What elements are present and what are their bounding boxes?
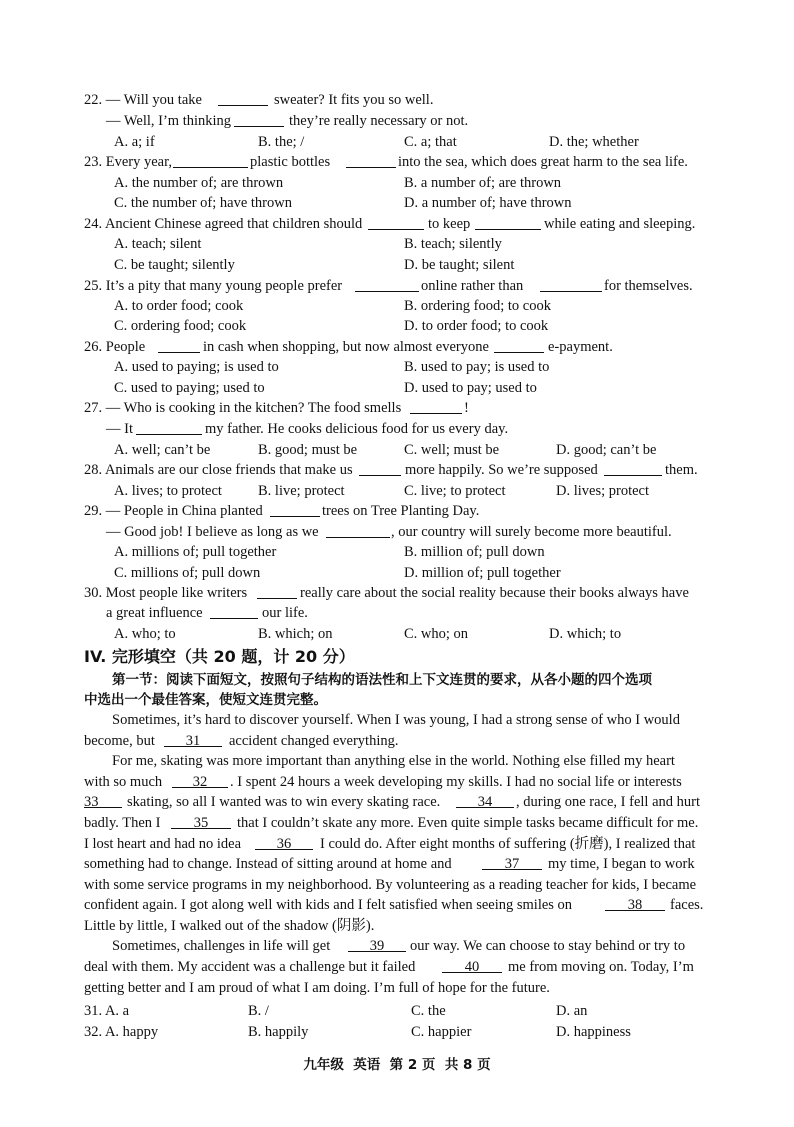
q30-text-b: really care about the social reality because their books always have [300, 585, 689, 601]
q32-options [0, 1022, 794, 1043]
q26-option-d[interactable]: D. used to pay; used to [404, 380, 537, 396]
q29-blank-2[interactable] [326, 522, 390, 538]
q26-option-b[interactable]: B. used to pay; is used to [404, 359, 550, 375]
q29-option-c[interactable]: C. millions of; pull down [114, 565, 261, 581]
q24-text-b: to keep [428, 216, 471, 232]
passage-line [0, 854, 794, 875]
q30-text-c: a great influence [106, 605, 203, 621]
passage-text: I lost heart and had no idea [84, 836, 242, 852]
q23-options-2 [0, 193, 794, 214]
q25-options-2 [0, 316, 794, 337]
q30-blank-2[interactable] [210, 603, 258, 619]
q24-options-2 [0, 255, 794, 276]
q30-options [0, 624, 794, 645]
q24-blank-1[interactable] [368, 214, 424, 230]
q31-options [0, 1001, 794, 1022]
blank-36[interactable]: 36 [255, 834, 313, 850]
q22-stem-2 [0, 111, 794, 132]
blank-40[interactable]: 40 [442, 957, 502, 973]
q28-option-d[interactable]: D. lives; protect [556, 483, 650, 499]
passage-line [0, 710, 794, 731]
q29-option-b[interactable]: B. million of; pull down [404, 544, 545, 560]
passage-text: getting better and I am proud of what I am doing. I’m full of hope for the future. [84, 980, 550, 996]
passage-text: , during one race, I fell and hurt [516, 794, 700, 810]
q23-options-1 [0, 173, 794, 194]
q30-text-d: our life. [262, 605, 308, 621]
passage-line [0, 731, 794, 752]
passage-text: . I spent 24 hours a week developing my skills. I had no social life or interests [230, 774, 682, 790]
q28-option-c[interactable]: C. live; to protect [404, 483, 506, 499]
q25-option-a[interactable]: A. to order food; cook [114, 298, 244, 314]
q25-option-d[interactable]: D. to order food; to cook [404, 318, 549, 334]
blank-37[interactable]: 37 [482, 854, 542, 870]
q30-stem [0, 583, 794, 604]
q32-option-b[interactable]: B. happily [248, 1024, 309, 1040]
q29-text-b: trees on Tree Planting Day. [322, 503, 480, 519]
q23-blank-2[interactable] [346, 152, 396, 168]
blank-33[interactable]: 33 [84, 792, 122, 808]
q29-options-2 [0, 563, 794, 584]
q29-option-a[interactable]: A. millions of; pull together [114, 544, 277, 560]
q28-blank-2[interactable] [604, 460, 662, 476]
passage-text: I could do. After eight months of suffering (折磨), I realized that [320, 836, 696, 852]
q31-option-b[interactable]: B. / [248, 1003, 269, 1019]
q32-option-d[interactable]: D. happiness [556, 1024, 631, 1040]
q24-options-1 [0, 234, 794, 255]
q23-stem [0, 152, 794, 173]
q29-text-a: 29. — People in China planted [84, 503, 263, 519]
q31-option-c[interactable]: C. the [411, 1003, 446, 1019]
q24-text-c: while eating and sleeping. [544, 216, 696, 232]
q27-text-a: 27. — Who is cooking in the kitchen? The food smells [84, 400, 402, 416]
passage-text: For me, skating was more important than anything else in the world. Nothing else filled my heart [112, 753, 675, 769]
passage-line [0, 895, 794, 916]
q26-text-b: in cash when shopping, but now almost everyone [203, 339, 489, 355]
q25-text-a: 25. It’s a pity that many young people prefer [84, 278, 343, 294]
passage-text: our way. We can choose to stay behind or try to [410, 938, 686, 954]
q27-option-c[interactable]: C. well; must be [404, 442, 500, 458]
page-footer [0, 1055, 794, 1076]
q26-options-2 [0, 378, 794, 399]
instruction-text-2: 中选出一个最佳答案，使短文连贯完整。 [84, 692, 327, 708]
q22-text-b: sweater? It fits you so well. [274, 92, 434, 108]
passage-text: Sometimes, challenges in life will get [112, 938, 331, 954]
q23-option-d[interactable]: D. a number of; have thrown [404, 195, 572, 211]
section-instruction-1 [0, 670, 794, 691]
q23-option-a[interactable]: A. the number of; are thrown [114, 175, 284, 191]
q22-text-c: — Well, I’m thinking [106, 113, 232, 129]
passage-text: that I couldn’t skate any more. Even quite simple tasks became difficult for me. [237, 815, 699, 831]
q25-text-b: online rather than [421, 278, 524, 294]
passage-text: Little by little, I walked out of the shadow (阴影). [84, 918, 375, 934]
q31-option-a[interactable]: 31. A. a [84, 1003, 130, 1019]
passage-line [0, 936, 794, 957]
q26-text-a: 26. People [84, 339, 146, 355]
passage-line [0, 751, 794, 772]
section-heading [0, 645, 794, 669]
q32-option-a[interactable]: 32. A. happy [84, 1024, 159, 1040]
q25-option-b[interactable]: B. ordering food; to cook [404, 298, 551, 314]
q28-stem [0, 460, 794, 481]
blank-35[interactable]: 35 [171, 813, 231, 829]
passage-text: me from moving on. Today, I’m [508, 959, 694, 975]
q27-stem [0, 398, 794, 419]
passage-text: my time, I began to work [548, 856, 695, 872]
q25-text-c: for themselves. [604, 278, 693, 294]
q27-option-d[interactable]: D. good; can’t be [556, 442, 657, 458]
q22-blank-1[interactable] [218, 90, 268, 106]
q26-text-c: e-payment. [548, 339, 613, 355]
passage-text: with some service programs in my neighborhood. By volunteering as a reading teacher for kids, I became [84, 877, 697, 893]
q22-option-c[interactable]: C. a; that [404, 134, 457, 150]
q24-stem [0, 214, 794, 235]
q26-stem [0, 337, 794, 358]
q25-options-1 [0, 296, 794, 317]
passage-text: confident again. I got along well with kids and I felt satisfied when seeing smiles on [84, 897, 573, 913]
q27-text-c: — It [106, 421, 133, 437]
q24-option-b[interactable]: B. teach; silently [404, 236, 502, 252]
q28-text-a: 28. Animals are our close friends that make us [84, 462, 353, 478]
instruction-text-1: 第一节：阅读下面短文，按照句子结构的语法性和上下文连贯的要求，从各小题的四个选项 [112, 672, 652, 688]
q25-blank-1[interactable] [355, 276, 419, 292]
blank-31[interactable]: 31 [164, 731, 222, 747]
q30-option-c[interactable]: C. who; on [404, 626, 469, 642]
q29-text-c: — Good job! I believe as long as we [106, 524, 319, 540]
q22-option-a[interactable]: A. a; if [114, 134, 155, 150]
q26-option-a[interactable]: A. used to paying; is used to [114, 359, 279, 375]
q29-option-d[interactable]: D. million of; pull together [404, 565, 561, 581]
page-footer-text: 九年级 英语 第 2 页 共 8 页 [303, 1057, 491, 1073]
q30-stem-2 [0, 603, 794, 624]
passage-line [0, 916, 794, 937]
q26-options-1 [0, 357, 794, 378]
q24-option-a[interactable]: A. teach; silent [114, 236, 202, 252]
passage-text: accident changed everything. [229, 733, 399, 749]
q29-text-d: , our country will surely become more beautiful. [391, 524, 672, 540]
q22-options [0, 132, 794, 153]
q25-blank-2[interactable] [540, 276, 602, 292]
q31-option-d[interactable]: D. an [556, 1003, 588, 1019]
q27-text-b: ! [464, 400, 469, 416]
q22-stem [0, 90, 794, 111]
q24-option-d[interactable]: D. be taught; silent [404, 257, 515, 273]
q32-option-c[interactable]: C. happier [411, 1024, 472, 1040]
q28-options [0, 481, 794, 502]
q23-option-c[interactable]: C. the number of; have thrown [114, 195, 292, 211]
passage-text: skating, so all I wanted was to win every skating race. [127, 794, 441, 810]
q27-options [0, 440, 794, 461]
q30-option-a[interactable]: A. who; to [114, 626, 176, 642]
q30-blank-1[interactable] [257, 583, 297, 599]
q26-blank-1[interactable] [158, 337, 200, 353]
q25-stem [0, 276, 794, 297]
q29-blank-1[interactable] [270, 501, 320, 517]
passage-line [0, 978, 794, 999]
section-heading-text: IV. 完形填空（共 20 题，计 20 分） [84, 647, 355, 666]
passage-text: something had to change. Instead of sitting around at home and [84, 856, 452, 872]
passage-text: badly. Then I [84, 815, 161, 831]
passage-line [0, 772, 794, 793]
q28-text-b: more happily. So we’re supposed [405, 462, 598, 478]
q22-blank-2[interactable] [234, 111, 284, 127]
q28-blank-1[interactable] [359, 460, 401, 476]
passage-line [0, 834, 794, 855]
q28-option-a[interactable]: A. lives; to protect [114, 483, 222, 499]
q29-stem-2 [0, 522, 794, 543]
q22-option-d[interactable]: D. the; whether [549, 134, 639, 150]
q29-options-1 [0, 542, 794, 563]
q27-blank-2[interactable] [136, 419, 202, 435]
q27-stem-2 [0, 419, 794, 440]
q26-blank-2[interactable] [494, 337, 544, 353]
blank-34[interactable]: 34 [456, 792, 514, 808]
q23-text-c: into the sea, which does great harm to the sea life. [398, 154, 688, 170]
q27-blank-1[interactable] [410, 398, 462, 414]
passage-text: deal with them. My accident was a challenge but it failed [84, 959, 416, 975]
q28-text-c: them. [665, 462, 698, 478]
q23-option-b[interactable]: B. a number of; are thrown [404, 175, 562, 191]
section-instruction-2 [0, 690, 794, 711]
q30-option-b[interactable]: B. which; on [258, 626, 333, 642]
q27-option-a[interactable]: A. well; can’t be [114, 442, 211, 458]
blank-39[interactable]: 39 [348, 936, 406, 952]
q27-text-d: my father. He cooks delicious food for us every day. [205, 421, 509, 437]
q30-option-d[interactable]: D. which; to [549, 626, 622, 642]
q23-text-a: 23. Every year, [84, 154, 172, 170]
passage-line [0, 792, 794, 813]
q26-option-c[interactable]: C. used to paying; used to [114, 380, 265, 396]
q24-blank-2[interactable] [475, 214, 541, 230]
q22-text-d: they’re really necessary or not. [289, 113, 469, 129]
q23-blank-1[interactable] [173, 152, 248, 168]
passage-line [0, 957, 794, 978]
passage-line [0, 813, 794, 834]
q22-option-b[interactable]: B. the; / [258, 134, 305, 150]
q24-option-c[interactable]: C. be taught; silently [114, 257, 235, 273]
passage-text: with so much [84, 774, 163, 790]
passage-line [0, 875, 794, 896]
q24-text-a: 24. Ancient Chinese agreed that children should [84, 216, 363, 232]
passage-text: Sometimes, it’s hard to discover yourself. When I was young, I had a strong sense of who I would [112, 712, 680, 728]
q23-text-b: plastic bottles [250, 154, 331, 170]
q25-option-c[interactable]: C. ordering food; cook [114, 318, 247, 334]
q27-option-b[interactable]: B. good; must be [258, 442, 358, 458]
blank-32[interactable]: 32 [172, 772, 228, 788]
blank-38[interactable]: 38 [605, 895, 665, 911]
q29-stem [0, 501, 794, 522]
q30-text-a: 30. Most people like writers [84, 585, 248, 601]
q22-text-a: 22. — Will you take [84, 92, 202, 108]
passage-text: become, but [84, 733, 155, 749]
q28-option-b[interactable]: B. live; protect [258, 483, 345, 499]
passage-text: faces. [670, 897, 704, 913]
